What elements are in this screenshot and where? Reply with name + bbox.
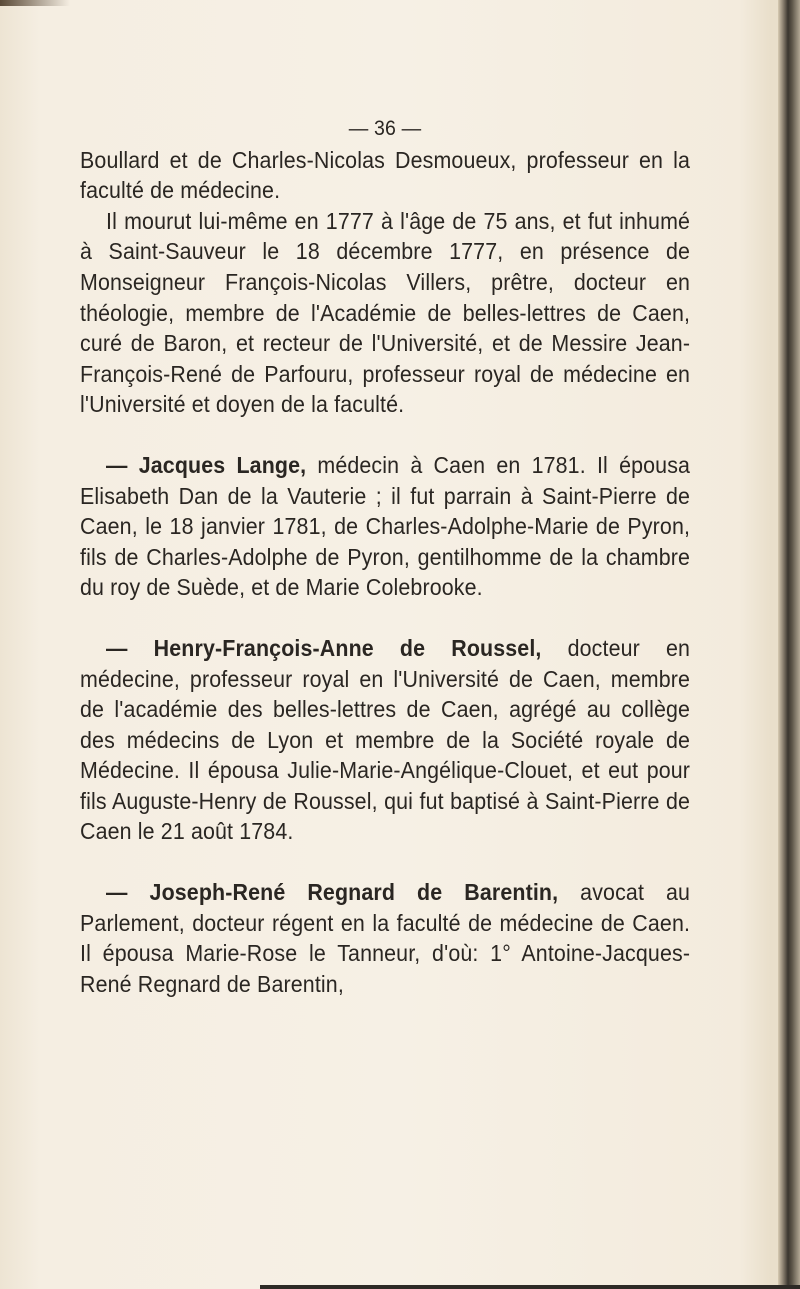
text-block: [80, 114, 690, 999]
entry-name: — Joseph-René Regnard de Barentin,: [106, 879, 559, 906]
paragraph-text: docteur en médecine, professeur royal en l'Université de Caen, membre de l'académie des belles-lettres de Caen, agrégé au collège des médecins de Lyon et membre de la Société royale de Médecine. Il épousa Julie-Marie-Angélique-Clouet, et eut pour fils Auguste-Henry de Roussel, qui fut baptisé à Saint-Pierre de Caen le 21 août 1784.: [80, 634, 691, 845]
paragraph-jacques-lange: [80, 450, 690, 603]
binding-edge: [778, 0, 800, 1289]
paragraph-text: Il mourut lui-même en 1777 à l'âge de 75 ans, et fut inhumé à Saint-Sauveur le 18 décembre 1777, en présence de Monseigneur François-Nicolas Villers, prêtre, docteur en théologie, membre de l'Académie de belles-lettres de Caen, curé de Baron, et recteur de l'Université, et de Messire Jean-François-René de Parfouru, professeur royal de médecine en l'Université et doyen de la faculté.: [80, 207, 691, 418]
bottom-edge: [260, 1285, 800, 1289]
paragraph-continuation: [80, 145, 690, 206]
page-corner-shadow: [0, 0, 70, 6]
paragraph-text: Boullard et de Charles-Nicolas Desmoueux, professeur en la faculté de médecine.: [80, 146, 691, 204]
paragraph-death: [80, 206, 690, 420]
paragraph-text: avocat au Parlement, docteur régent en la faculté de médecine de Caen. Il épousa Marie-Rose le Tanneur, d'où: 1° Antoine-Jacques-René Regnard de Barentin,: [80, 879, 691, 997]
entry-name: — Jacques Lange,: [106, 451, 307, 478]
entry-name: — Henry-François-Anne de Roussel,: [106, 634, 542, 661]
paragraph-joseph-barentin: [80, 877, 690, 999]
paragraph-text: médecin à Caen en 1781. Il épousa Elisabeth Dan de la Vauterie ; il fut parrain à Saint-Pierre de Caen, le 18 janvier 1781, de Charles-Adolphe-Marie de Pyron, fils de Charles-Adolphe de Pyron, gentilhomme de la chambre du roy de Suède, et de Marie Colebrooke.: [80, 451, 691, 601]
page-number: — 36 —: [348, 117, 422, 140]
paragraph-henry-roussel: [80, 633, 690, 847]
